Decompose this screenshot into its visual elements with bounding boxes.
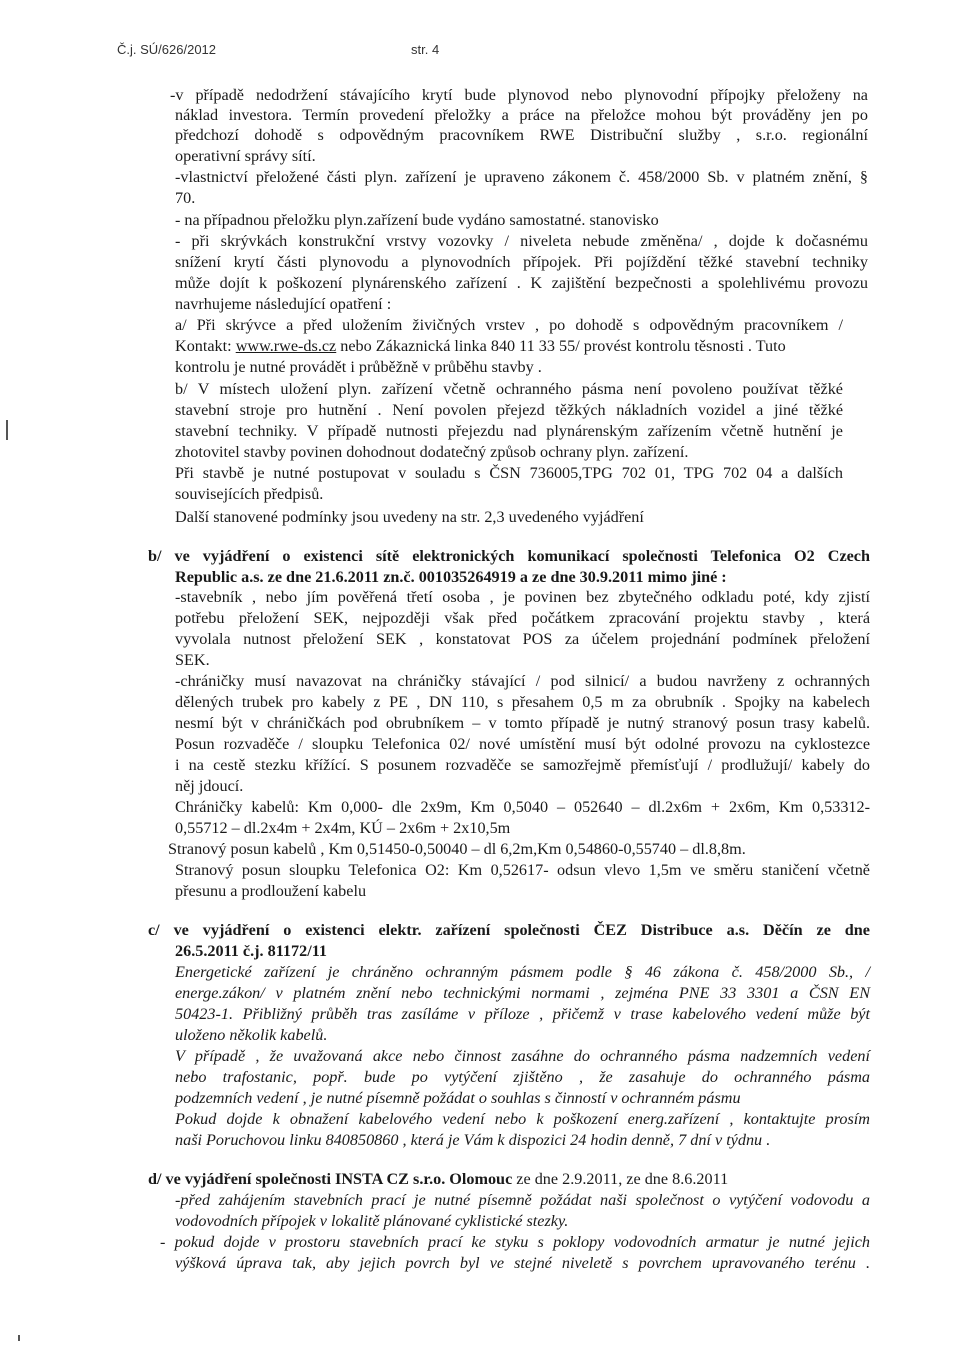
text-line: Energetické zařízení je chráněno ochranným pásmem podle § 46 zákona č. 458/2000 Sb., / — [175, 963, 870, 981]
text-line: náklad investora. Termín provedení přeložky a práce na přeložce mohou být prováděny jen po — [175, 106, 868, 124]
text-line: Stranový posun kabelů , Km 0,51450-0,50040 – dl 6,2m,Km 0,54860-0,55740 – dl.8,8m. — [168, 840, 746, 858]
text-line: 0,55712 – dl.2x4m + 2x4m, KÚ – 2x6m + 2x10,5m — [175, 819, 511, 837]
text-line: souvisejících předpisů. — [175, 485, 324, 503]
text-line: Posun rozvaděče / sloupku Telefonica 02/ nové umístění musí být odolné provozu na cyklostezce — [175, 735, 870, 753]
text-line: uloženo několik kabelů. — [175, 1026, 328, 1044]
text-line: Stranový posun sloupku Telefonica O2: Km 0,52617- odsun vlevo 1,5m ve směru staničení včetně — [175, 861, 870, 879]
text-line — [175, 337, 786, 356]
website-link[interactable]: www.rwe-ds.cz — [235, 337, 337, 355]
text-line: - při skrývkách konstrukční vrstvy vozovky / niveleta nebude změněna/ , dojde k dočasnému — [175, 232, 868, 250]
text-line: zhotovitel stavby povinen dohodnout dodatečný způsob ochrany plyn. zařízení. — [175, 443, 689, 461]
text-line: stavební stroje pro hutnění . Není povolen přejezd těžkých nákladních vozidel a jiné těžké — [175, 401, 843, 419]
section-b-heading: b/ ve vyjádření o existenci sítě elektronických komunikací společnosti Telefonica O2 Czech — [148, 547, 870, 565]
text-line: nesmí být v chráničkách pod obrubníkem – v tomto případě je nutný stranový posun trasy kabelů. — [175, 714, 870, 732]
margin-mark — [18, 1335, 20, 1341]
text-line: vodovodních přípojek v lokalitě plánované cyklistické stezky. — [175, 1212, 569, 1230]
text-line: výšková úprava tak, aby jejich povrch byl ve stejné niveletě s povrchem upravovaného terénu . — [175, 1254, 870, 1272]
text-line: -vlastnictví přeložené části plyn. zařízení je upraveno zákonem č. 458/2000 Sb. v platném znění, § — [175, 168, 868, 186]
text-line: může dojít k poškození plynárenského zařízení . K zajištění bezpečnosti a spolehlivému provozu — [175, 274, 868, 292]
text-line: kontrolu je nutné provádět i průběžně v průběhu stavby . — [175, 358, 542, 376]
text-line: - pokud dojde v prostoru stavebních prací ke styku s poklopy vodovodních armatur je nutné jejich — [160, 1233, 870, 1251]
text-line: V případě , že uvažovaná akce nebo činnost zasáhne do ochranného pásma nadzemních vedení — [175, 1047, 870, 1065]
text-line: něj jdoucí. — [175, 777, 244, 795]
text-line: Při stavbě je nutné postupovat v souladu s ČSN 736005,TPG 702 01, TPG 702 04 a dalších — [175, 464, 843, 482]
text-line: -v případě nedodržení stávajícího krytí bude plynovod nebo plynovodní přípojky přeloženy na — [170, 86, 868, 104]
text-line: a/ Při skrývce a před uložením živičných vrstev , po dohodě s odpovědným pracovníkem / — [175, 316, 843, 334]
text-line: snížení krytí části plynovodu a plynovodních přípojek. Při pojíždění těžké stavební techniky — [175, 253, 868, 271]
text-line: -před zahájením stavebních prací je nutné písemně požádat naši společnost o vytýčení vodovodu a — [175, 1191, 870, 1209]
text-line: dělených trubek pro kabely z PE , DN 110, s přesahem 0,5 m za obrubník . Spojky na kabelech — [175, 693, 870, 711]
text-line: předchozí dohodě s odpovědným pracovníkem RWE Distribuční služby , s.r.o. regionální — [175, 126, 868, 144]
text-line: naši Poruchovou linku 840850860 , která je Vám k dispozici 24 hodin denně, 7 dní v týdnu . — [175, 1131, 771, 1149]
text-line: Další stanovené podmínky jsou uvedeny na str. 2,3 uvedeného vyjádření — [175, 508, 644, 526]
text-fragment: nebo Zákaznická linka 840 11 33 55/ provést kontrolu těsnosti . Tuto — [336, 337, 786, 355]
text-line: b/ V místech uložení plyn. zařízení včetně ochranného pásma není povoleno používat těžké — [175, 380, 843, 398]
document-reference: Č.j. SÚ/626/2012 — [117, 42, 217, 57]
text-fragment: Kontakt: — [175, 337, 236, 355]
page-number: str. 4 — [411, 42, 440, 57]
text-line: -chráničky musí navazovat na chráničky stávající / pod silnicí/ a budou navrženy z ochranných — [175, 672, 870, 690]
text-line: přesunu a prodloužení kabelu — [175, 882, 367, 900]
section-c-heading: c/ ve vyjádření o existenci elektr. zařízení společnosti ČEZ Distribuce a.s. Děčín ze dne — [148, 921, 870, 939]
text-line: -stavebník , nebo jím pověřená třetí osoba , je povinen bez zbytečného odkladu poté, kdy zjistí — [175, 588, 870, 606]
text-line: energe.zákon/ v platném znění nebo technickými normami , zejména PNE 33 3301 a ČSN EN — [175, 984, 870, 1002]
text-line: 50423-1. Přibližný průběh tras zasíláme v příloze , přičemž v trase kabelového vedení může být — [175, 1005, 870, 1023]
section-b-heading: Republic a.s. ze dne 21.6.2011 zn.č. 001035264919 a ze dne 30.9.2011 mimo jiné : — [175, 568, 727, 586]
text-line: i na cestě stezku křížící. S posunem rozvaděče se samozřejmě přemísťují / prodlužují/ kabely do — [175, 756, 870, 774]
text-line: navrhujeme následující opatření : — [175, 295, 392, 313]
text-line: nebo trafostanic, popř. bude po vytýčení zjištěno , že zasahuje do ochranného pásma — [175, 1068, 870, 1086]
text-line: Chráničky kabelů: Km 0,000- dle 2x9m, Km 0,5040 – 052640 – dl.2x6m + 2x6m, Km 0,53312- — [175, 798, 870, 816]
text-line: podzemních vedení , je nutné písemně požádat o souhlas s činností v ochranném pásmu — [175, 1089, 741, 1107]
section-d-heading — [148, 1170, 728, 1189]
margin-mark — [6, 420, 8, 440]
text-line: operativní správy sítí. — [175, 147, 316, 165]
text-line: 70. — [175, 189, 196, 207]
section-c-heading: 26.5.2011 č.j. 81172/11 — [175, 942, 327, 960]
text-line: SEK. — [175, 651, 210, 669]
text-line: Pokud dojde k obnažení kabelového vedení nebo k poškození energ.zařízení , kontaktujte prosím — [175, 1110, 870, 1128]
text-line: - na případnou přeložku plyn.zařízení bude vydáno samostatné. stanovisko — [175, 211, 659, 229]
text-line: potřebu přeložení SEK, nejpozději však před počátkem zpracování projektu stavby , která — [175, 609, 870, 627]
text-line: vyvolala nutnost přeložení SEK , konstatovat POS za účelem projednání podmínek přeložení — [175, 630, 870, 648]
text-fragment: d/ ve vyjádření společnosti INSTA CZ s.r.o. Olomouc — [148, 1170, 513, 1188]
text-fragment: ze dne 2.9.2011, ze dne 8.6.2011 — [512, 1170, 729, 1188]
text-line: stavební techniky. V případě nutnosti přejezdu nad plynárenským zařízením včetně hutnění je — [175, 422, 843, 440]
